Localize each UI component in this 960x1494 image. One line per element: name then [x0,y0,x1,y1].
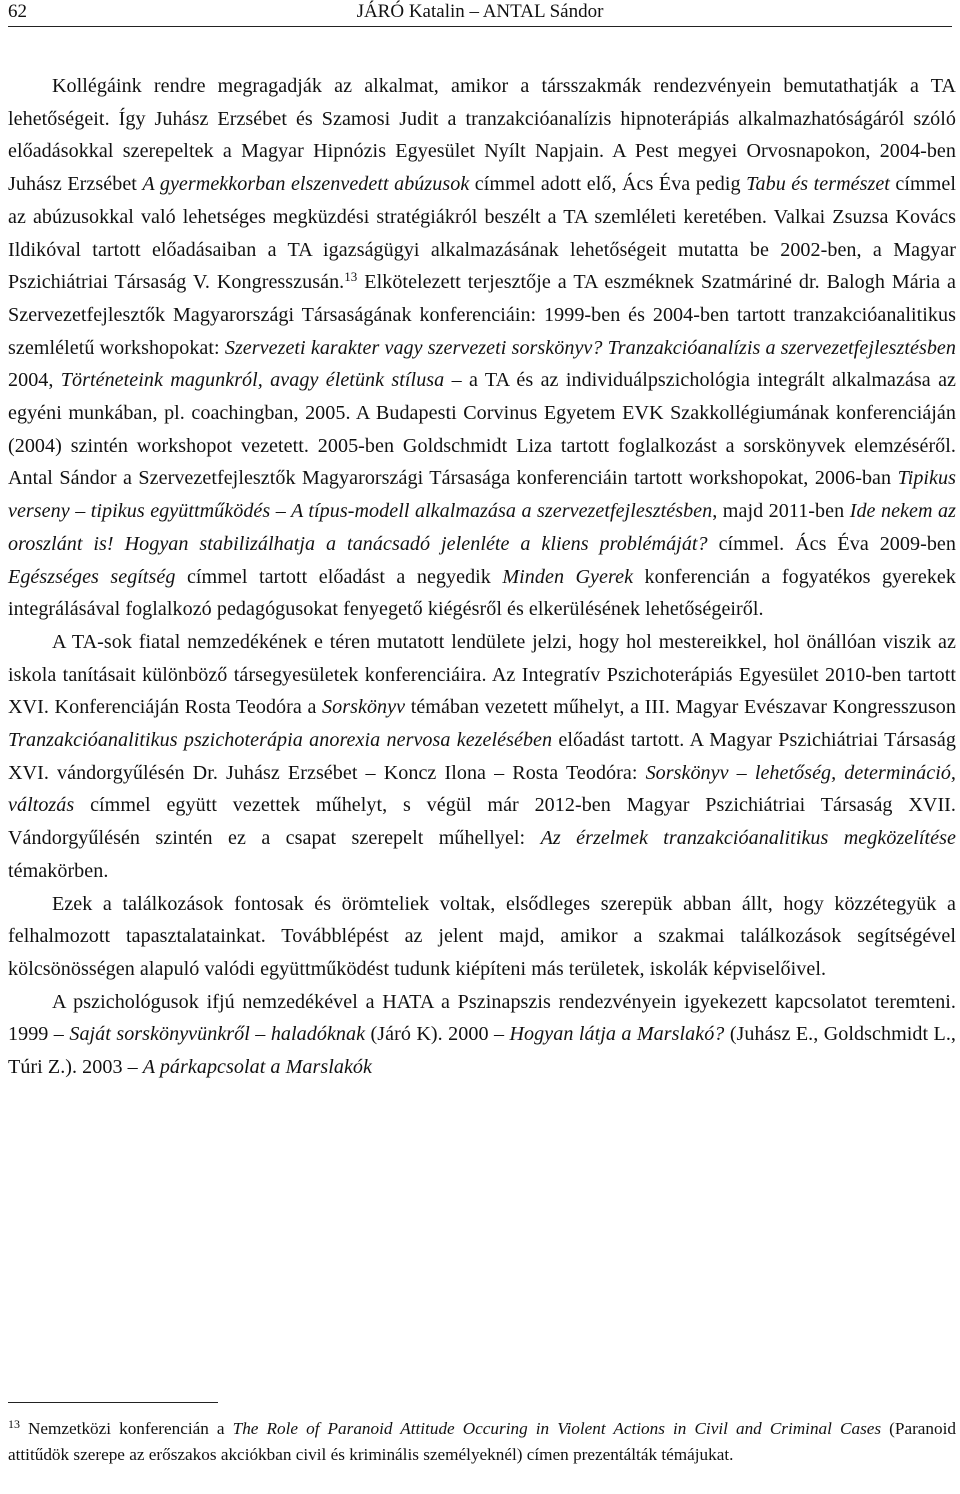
text-run: címmel adott elő, Ács Éva pedig [469,173,747,196]
paragraph [8,626,956,888]
running-head-authors: JÁRÓ Katalin – ANTAL Sándor [356,1,604,22]
italic-title: Hogyan látja a Marslakó? [509,1023,725,1046]
text-run: előadást tartott. A Magyar Pszichiátriai Társaság XVI. vándorgyűlésén Dr. Juhász Erzsébet – Koncz Ilona – Rosta Teodóra: [8,729,956,784]
text-run: (Paranoid attitűdök szerepe az erőszakos akciókban civil és kriminális személyeknél) címen prezentálták témájukat. [8,1419,956,1464]
main-text [8,70,956,1084]
italic-title: Sorskönyv [322,696,406,719]
italic-title: Ide nekem az oroszlánt is! Hogyan stabilizálhatja a tanácsadó jelenléte a kliens problémáját? [8,500,957,555]
text-run: A pszichológusok ifjú nemzedékével a HATA a Pszinapszis rendezvényein igyekezett kapcsolatot teremteni. 1999 – [8,990,956,1046]
running-header [8,0,952,27]
text-run: 2004, [8,369,61,392]
text-run: címmel. Ács Éva 2009-ben [707,532,957,555]
text-run: , majd 2011-ben [712,500,850,523]
italic-title: Szervezeti karakter vagy szervezeti sorskönyv? Tranzakcióanalízis a szervezetfejlesztésben [224,336,957,359]
text-run: Kollégáink rendre megragadják az alkalmat, amikor a társszakmák rendezvényein bemutathatják a TA lehetőségeit. Így Juhász Erzsébet és Szamosi Judit a tranzakcióanalízis hipnoterápiás alkalmazhatóságáról szóló előadásokkal szerepeltek a Magyar Hipnózis Egyesület Nyílt Napjain. A Pest megyei Orvosnapokon, 2004-ben Juhász Erzsébet [8,75,956,196]
paragraph [8,888,956,986]
italic-title: Sorskönyv – lehetőség, determináció, változás [8,761,956,817]
text-run: címmel tartott előadást a negyedik [175,565,503,588]
text-run: Nemzetközi konferencián a [28,1419,233,1438]
footnote-text [8,1419,956,1464]
text-run: (Juhász E., Goldschmidt L., Túri Z.). 2003 – [8,1023,956,1079]
text-run: – a TA és az individuálpszichológia integrált alkalmazása az egyéni munkában, pl. coachingban, 2005. A Budapesti Corvinus Egyetem EVK Szakkollégiumának konferenciáján (2004) szintén workshopot vezetett. 2005-ben Goldschmidt Liza tartott foglalkozást a sorskönyvek elemzéséről. Antal Sándor a Szervezetfejlesztők Magyarországi Társasága konferenciáin tartott workshopokat, 2006-ban [8,369,957,490]
italic-title: Tabu és természet [746,173,890,196]
footnote-mark: 13 [8,1417,20,1431]
italic-title: A gyermekkorban elszenvedett abúzusok [142,173,470,196]
text-run: címmel együtt vezettek műhelyt, s végül már 2012-ben Magyar Pszichiátriai Társaság XVII. Vándorgyűlésén szintén ez a csapat szerepelt műhellyel: [8,794,956,850]
text-run: konferencián a fogyatékos gyerekek integrálásával foglalkozó pedagógusokat fenyegető kiégésről és elkerülésének lehetőségeiről. [8,565,956,621]
footnote [8,1416,956,1468]
text-run: címmel az abúzusokkal való lehetséges megküzdési stratégiákról beszélt a TA szemléleti keretében. Valkai Zsuzsa Kovács Ildikóval tartott előadásaiban a TA igazságügyi alkalmazásának lehetőségeit mutatta be 2002-ben, a Magyar Pszichiátriai Társaság V. Kongresszusán. [8,173,956,294]
text-run: témában vezetett műhelyt, a III. Magyar Evészavar Kongresszuson [405,696,957,719]
text-run: témakörben. [8,859,109,882]
italic-title: Tranzakcióanalitikus pszichoterápia anorexia nervosa kezelésében [8,729,553,752]
italic-title: Történeteink magunkról, avagy életünk stílusa [60,369,445,392]
italic-title: Tipikus verseny – tipikus együttműködés – A típus-modell alkalmazása a szervezetfejlesztésben [8,467,956,523]
text-run: Elkötelezett terjesztője a TA eszméknek Szatmáriné dr. Balogh Mária a Szervezetfejlesztők Magyarországi Társaságának konferenciáin: 1999-ben és 2004-ben tartott tranzakcióanalitikus szemléletű workshopokat: [8,271,956,359]
italic-title: Saját sorskönyvünkről – haladóknak [69,1023,366,1046]
italic-title: Minden Gyerek [502,565,634,588]
italic-title: A párkapcsolat a Marslakók [142,1056,372,1079]
text-run: A TA-sok fiatal nemzedékének e téren mutatott lendülete jelzi, hogy hol mestereikkel, hol önállóan viszik az iskola tanításait különböző társegyesületek konferenciáira. Az Integratív Pszichoterápiás Egyesület 2010-ben tartott XVI. Konferenciáján Rosta Teodóra a [8,630,956,719]
italic-title: Az érzelmek tranzakcióanalitikus megközelítése [540,827,956,850]
text-run: Ezek a találkozások fontosak és örömteliek voltak, elsődleges szerepük abban állt, hogy közzétegyük a felhalmozott tapasztalatainkat. Továbblépést az jelent majd, amikor a szakmai találkozások segítségével kölcsönösségen alapuló valódi együttműködést tudunk kiépíteni más területek, iskolák képviselőivel. [8,892,956,980]
footnote-separator [8,1402,218,1403]
text-run: (Járó K). 2000 – [365,1023,510,1046]
page-number: 62 [8,1,27,22]
italic-title: The Role of Paranoid Attitude Occuring in Violent Actions in Civil and Criminal Cases [232,1419,882,1438]
paragraph [8,70,956,626]
footnote-reference: 13 [344,269,358,285]
paragraph [8,986,956,1084]
italic-title: Egészséges segítség [8,565,176,588]
